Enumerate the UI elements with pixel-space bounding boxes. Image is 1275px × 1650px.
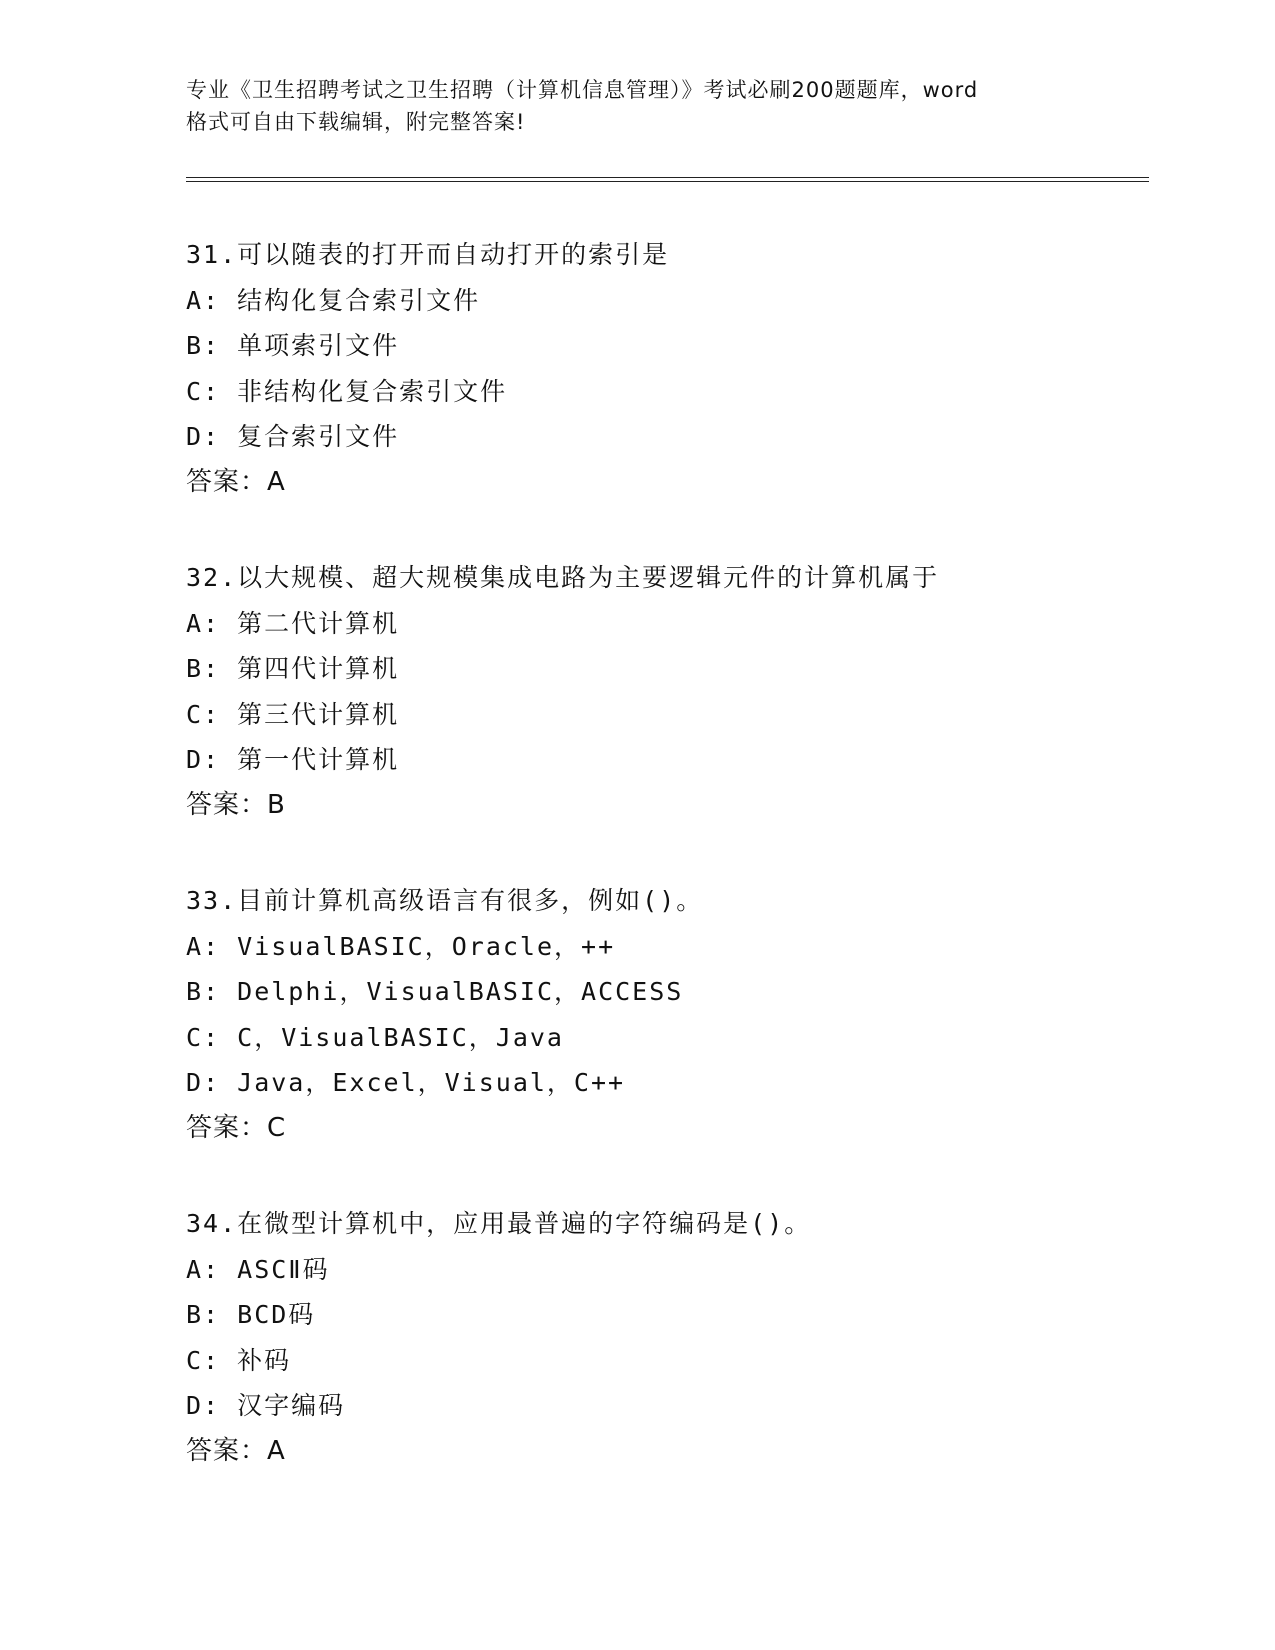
header-line-2: 格式可自由下载编辑，附完整答案! [186, 110, 526, 134]
question-stem: 31.可以随表的打开而自动打开的索引是 [186, 240, 670, 269]
question-31 [186, 232, 1146, 505]
option-a: A: 第二代计算机 [186, 608, 400, 638]
header-line-1: 专业《卫生招聘考试之卫生招聘（计算机信息管理）》考试必刷200题题库，word [186, 78, 979, 102]
option-d: D: Java，Excel，Visual，C++ [186, 1068, 626, 1097]
header-divider-top [186, 177, 1149, 178]
option-c: C: C，VisualBASIC，Java [186, 1022, 564, 1052]
answer: 答案：B [186, 789, 286, 820]
header-divider-bottom [186, 181, 1149, 182]
option-c: C: 非结构化复合索引文件 [186, 376, 508, 406]
option-b: B: 单项索引文件 [186, 331, 400, 360]
option-a: A: VisualBASIC，Oracle，++ [186, 931, 616, 961]
question-34 [186, 1201, 1146, 1474]
option-a: A: ASCⅡ码 [186, 1254, 330, 1284]
option-d: D: 汉字编码 [186, 1391, 346, 1420]
option-c: C: 第三代计算机 [186, 699, 400, 729]
answer: 答案：A [186, 1435, 286, 1466]
option-b: B: 第四代计算机 [186, 654, 400, 683]
answer: 答案：C [186, 1112, 287, 1143]
answer: 答案：A [186, 466, 286, 497]
option-d: D: 第一代计算机 [186, 745, 400, 774]
question-stem: 33.目前计算机高级语言有很多，例如()。 [186, 886, 704, 915]
question-33 [186, 878, 1146, 1151]
option-c: C: 补码 [186, 1345, 292, 1375]
question-stem: 32.以大规模、超大规模集成电路为主要逻辑元件的计算机属于 [186, 563, 940, 592]
option-b: B: BCD码 [186, 1300, 316, 1329]
question-stem: 34.在微型计算机中，应用最普遍的字符编码是()。 [186, 1209, 812, 1238]
question-32 [186, 555, 1146, 828]
question-list [186, 232, 1146, 1524]
option-b: B: Delphi，VisualBASIC，ACCESS [186, 977, 684, 1006]
document-header [186, 74, 1096, 138]
option-d: D: 复合索引文件 [186, 422, 400, 451]
option-a: A: 结构化复合索引文件 [186, 285, 481, 315]
